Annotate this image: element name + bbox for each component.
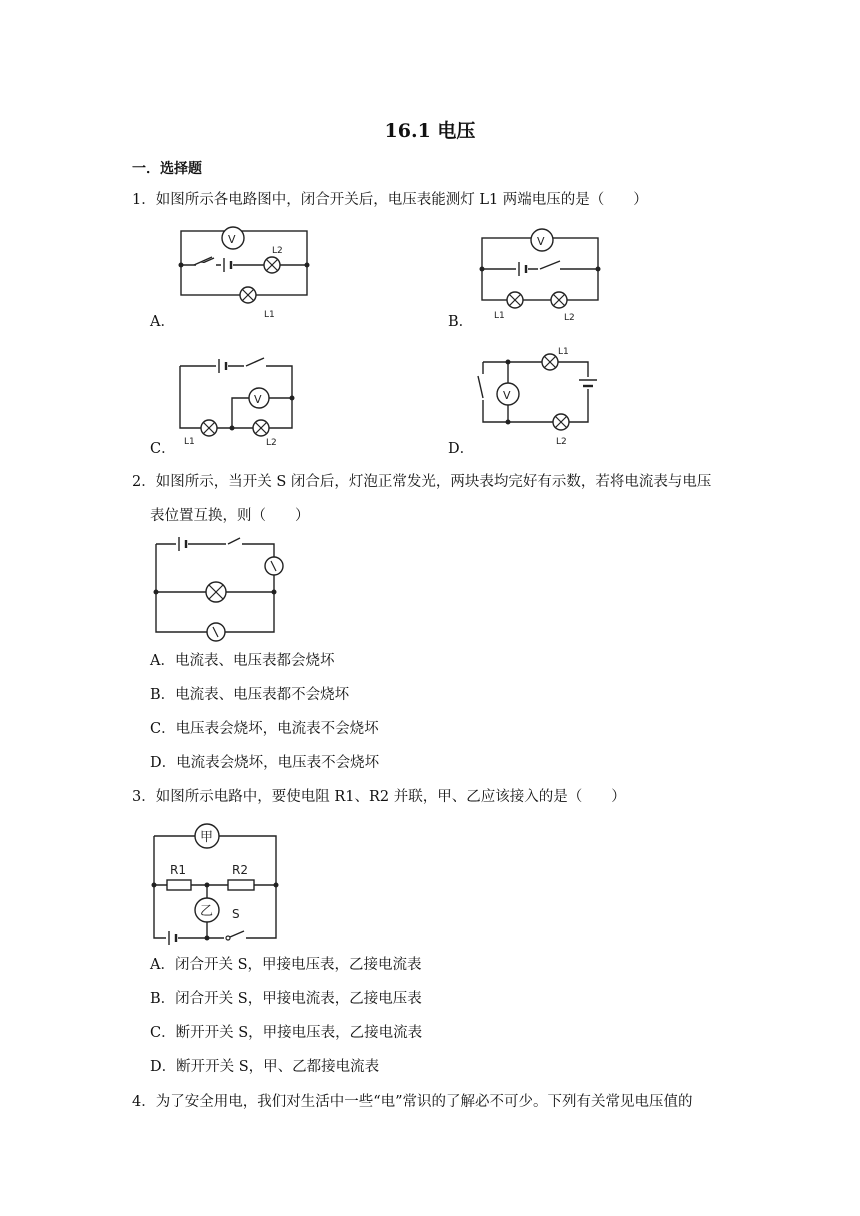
q2-option-b: B．电流表、电压表都不会烧坏 xyxy=(150,687,350,703)
q3-option-d: D．断开开关 S，甲、乙都接电流表 xyxy=(150,1059,380,1075)
svg-text:L1: L1 xyxy=(184,437,195,447)
q1-option-c-label: C． xyxy=(150,441,176,457)
question-2-stem-line1: 2．如图所示，当开关 S 闭合后，灯泡正常发光，两块表均完好有示数，若将电流表与电压 xyxy=(132,474,712,490)
circuit-diagram-c xyxy=(176,352,316,447)
q2-option-a: A．电流表、电压表都会烧坏 xyxy=(150,653,335,669)
q3-option-c: C．断开开关 S，甲接电压表，乙接电流表 xyxy=(150,1025,423,1041)
svg-text:L1: L1 xyxy=(494,311,505,321)
voltmeter-label: V xyxy=(228,233,236,246)
question-2-stem-line2: 表位置互换，则（ ） xyxy=(150,508,310,524)
circuit-diagram-q3 xyxy=(150,820,290,945)
question-1-stem: 1．如图所示各电路图中，闭合开关后，电压表能测灯 L1 两端电压的是（ ） xyxy=(132,192,648,208)
svg-text:L1: L1 xyxy=(558,347,569,357)
q3-option-b: B．闭合开关 S，甲接电流表，乙接电压表 xyxy=(150,991,422,1007)
page-title: 16.1 电压 xyxy=(384,120,476,142)
q2-option-d: D．电流表会烧坏，电压表不会烧坏 xyxy=(150,755,380,771)
section-heading: 一．选择题 xyxy=(132,161,202,177)
svg-text:L2: L2 xyxy=(272,246,283,256)
svg-text:L1: L1 xyxy=(264,310,275,320)
q1-option-a-label: A． xyxy=(150,314,175,330)
question-3-stem: 3．如图所示电路中，要使电阻 R1、R2 并联，甲、乙应该接入的是（ ） xyxy=(132,789,626,805)
svg-text:R1: R1 xyxy=(170,863,186,877)
q1-option-d-label: D． xyxy=(448,441,475,457)
svg-text:V: V xyxy=(537,235,545,248)
svg-text:V: V xyxy=(254,393,262,406)
svg-text:R2: R2 xyxy=(232,863,248,877)
circuit-diagram-a xyxy=(176,225,316,325)
question-4-stem: 4．为了安全用电，我们对生活中一些“电”常识的了解必不可少。下列有关常见电压值的 xyxy=(132,1094,693,1110)
svg-text:L2: L2 xyxy=(564,313,575,323)
svg-text:V: V xyxy=(503,389,511,402)
svg-text:L2: L2 xyxy=(556,437,567,447)
circuit-diagram-d xyxy=(478,342,618,452)
q3-option-a: A．闭合开关 S，甲接电压表，乙接电流表 xyxy=(150,957,422,973)
jia-meter-label: 甲 xyxy=(200,830,214,845)
q2-option-c: C．电压表会烧坏，电流表不会烧坏 xyxy=(150,721,379,737)
circuit-diagram-q2 xyxy=(152,534,292,644)
yi-meter-label: 乙 xyxy=(200,904,214,919)
svg-text:L2: L2 xyxy=(266,438,277,448)
q1-option-b-label: B． xyxy=(448,314,474,330)
svg-text:S: S xyxy=(232,907,240,921)
circuit-diagram-b xyxy=(478,225,618,325)
